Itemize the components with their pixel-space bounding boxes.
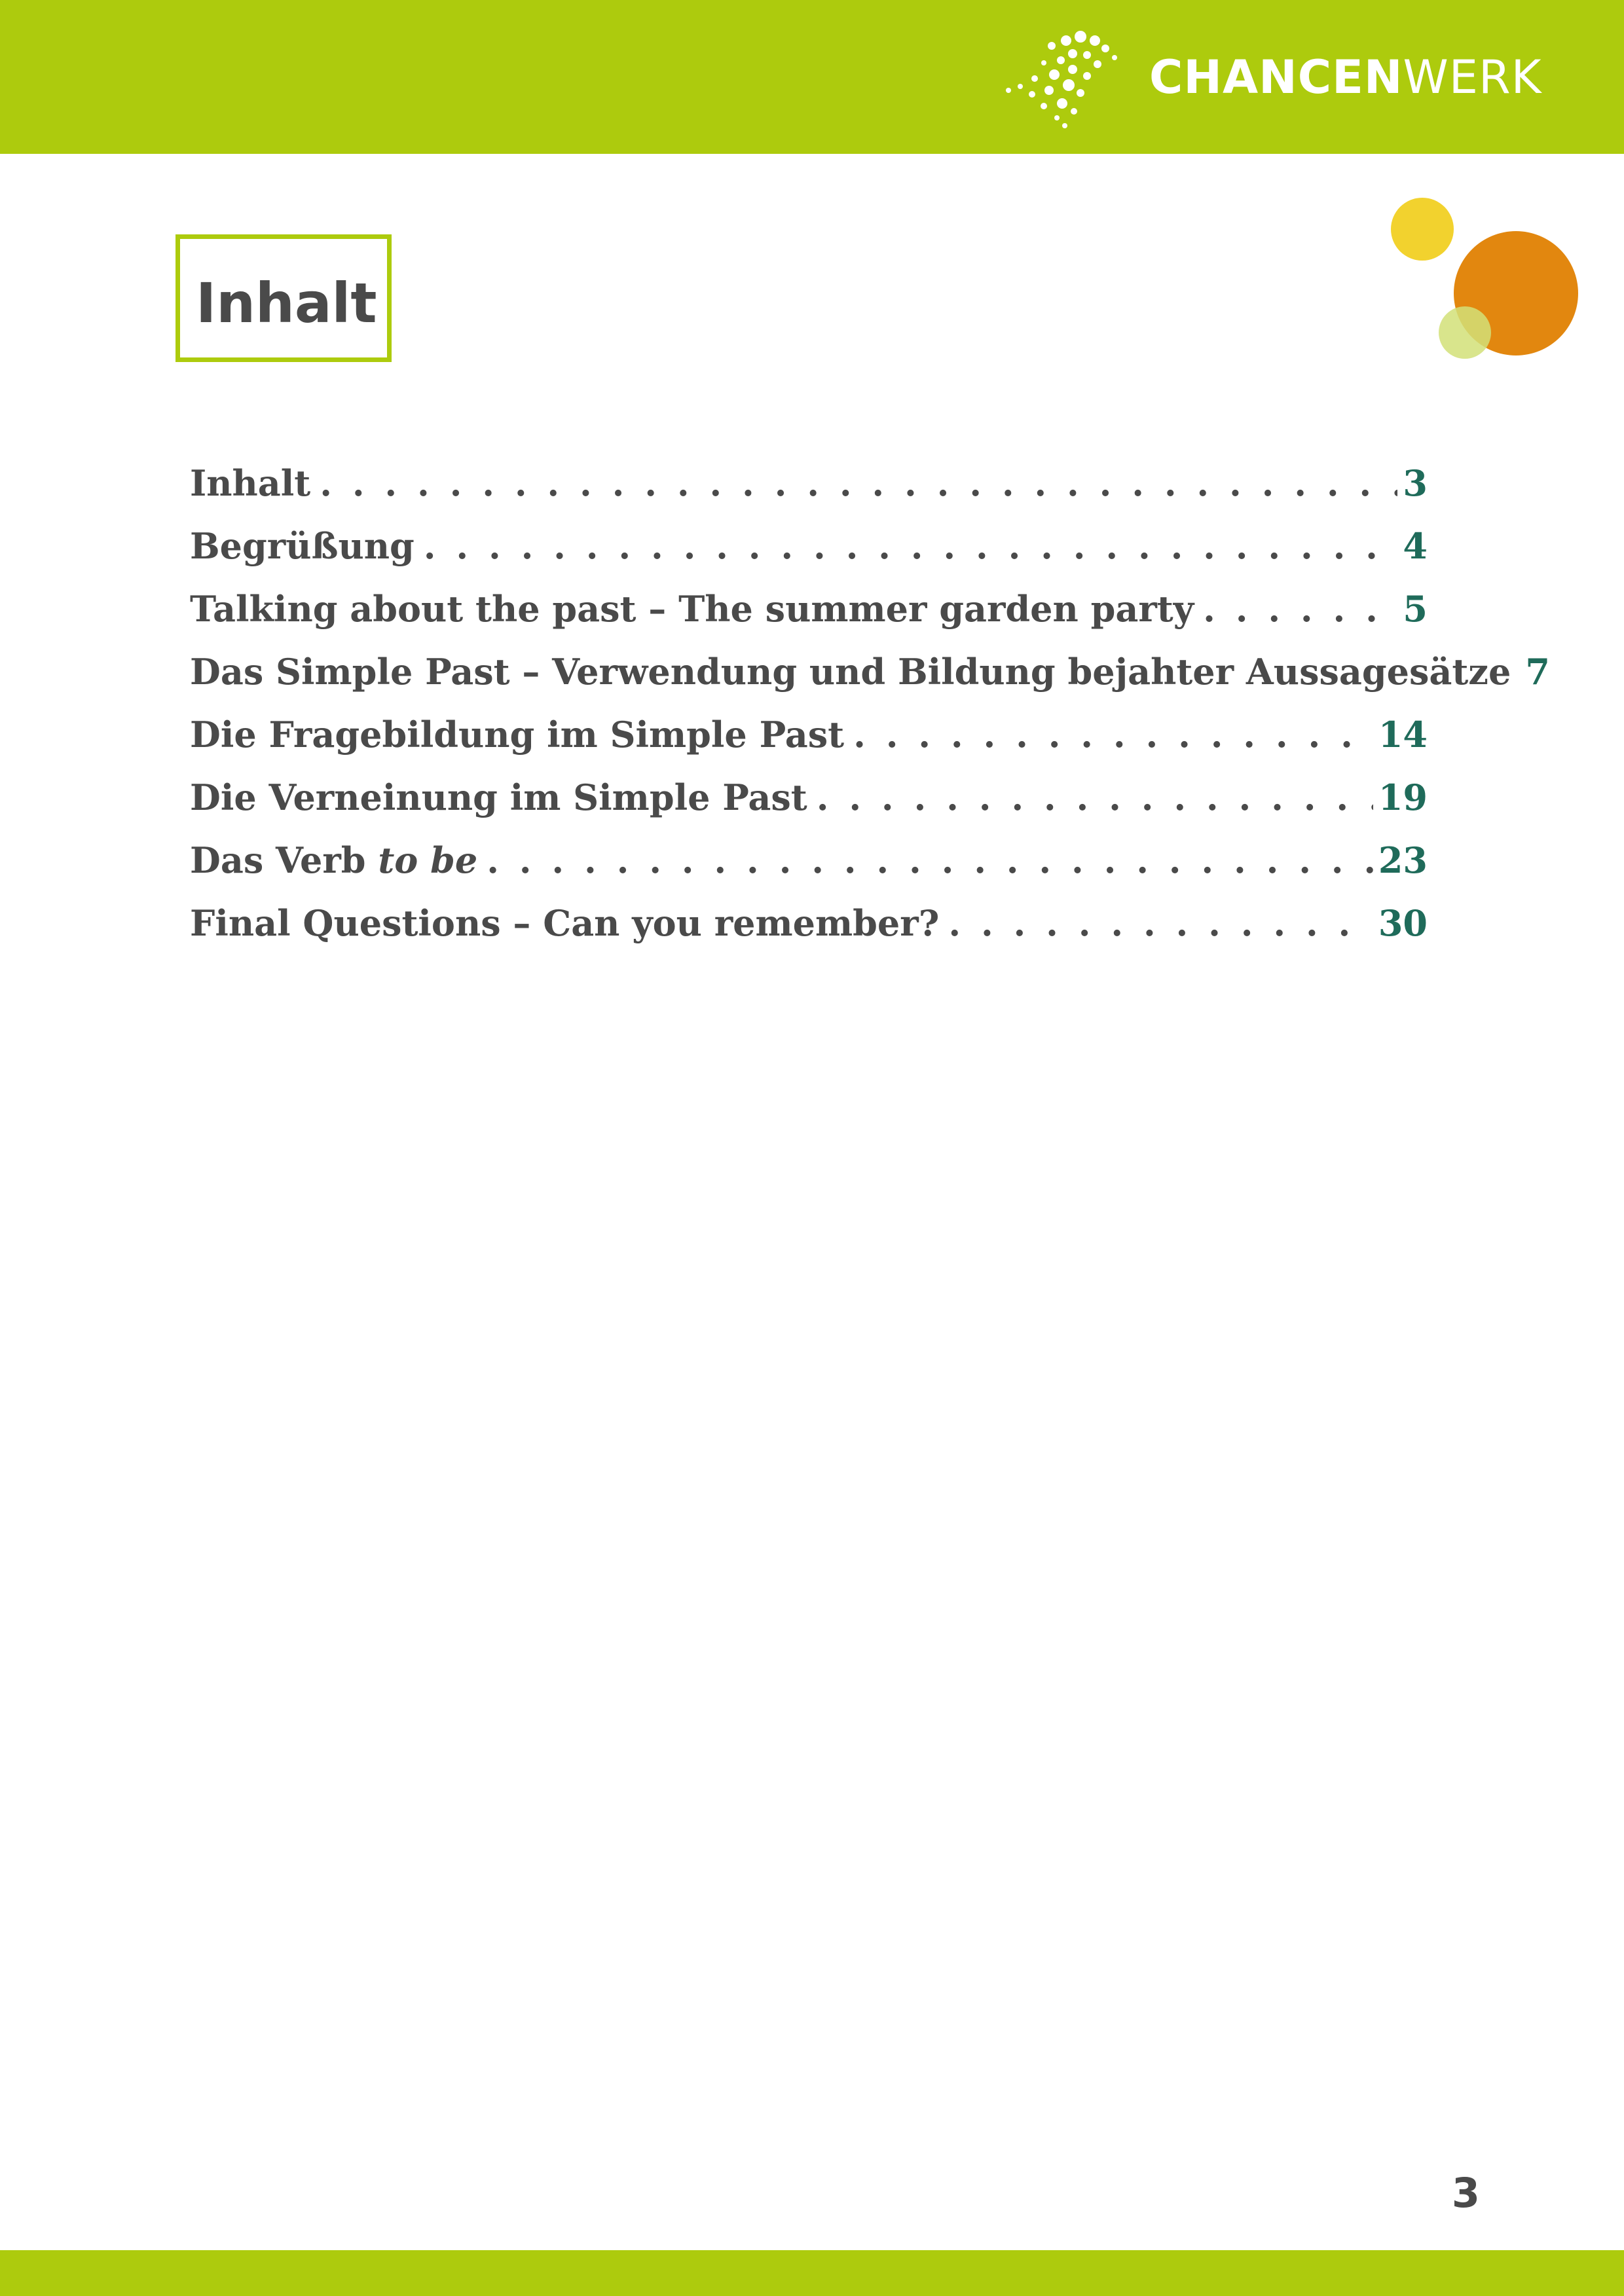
decorative-circles (1375, 190, 1585, 367)
toc-entry-title (190, 829, 477, 892)
brand-wordmark (1149, 51, 1541, 103)
logo-dots-icon (989, 26, 1126, 131)
toc-dot-leader (424, 515, 1398, 577)
brand-name-light: WERK (1403, 50, 1542, 104)
toc-dot-leader (320, 452, 1397, 515)
toc-dot-leader (817, 766, 1373, 829)
toc-entry[interactable] (190, 515, 1428, 577)
page-number: 3 (1451, 2169, 1480, 2217)
toc-entry-title-italic: to be (378, 839, 478, 881)
toc-entry-title-text: Die Verneinung im Simple Past (190, 776, 807, 818)
toc-dot-leader (1203, 577, 1397, 640)
toc-entry-page: 5 (1403, 588, 1428, 630)
toc-entry[interactable] (190, 577, 1428, 640)
toc-entry-title (190, 640, 1511, 703)
toc-entry-title (190, 452, 310, 515)
toc-entry[interactable] (190, 640, 1550, 703)
toc-entry-title (190, 703, 844, 766)
toc-dot-leader (853, 703, 1373, 766)
toc-entry-title-text: Die Fragebildung im Simple Past (190, 714, 845, 756)
title-box (175, 234, 392, 362)
toc-entry-title-text: Inhalt (190, 462, 311, 504)
toc-dot-leader (487, 829, 1373, 892)
toc-entry[interactable] (190, 829, 1428, 892)
toc-entry-page: 30 (1378, 902, 1428, 944)
toc-entry-page: 7 (1525, 651, 1550, 693)
toc-entry-title-text: Das Simple Past – Verwendung und Bildung bejahter Aussagesätze (190, 651, 1511, 693)
toc-entry-title-text: Talking about the past – The summer garden party (190, 588, 1194, 630)
toc-entry-page: 19 (1378, 776, 1428, 818)
deco-circle-yellow (1391, 198, 1454, 261)
toc-entry-title-text: Das Verb (190, 839, 378, 881)
toc-entry[interactable] (190, 452, 1428, 515)
toc-entry-page: 3 (1403, 462, 1428, 504)
footer-band (0, 2250, 1624, 2296)
toc-entry-title (190, 577, 1194, 640)
toc-entry-title-text: Final Questions – Can you remember? (190, 902, 940, 944)
chancenwerk-logo (989, 26, 1565, 131)
toc-entry-page: 23 (1378, 839, 1428, 881)
toc-entry[interactable] (190, 703, 1428, 766)
toc-entry[interactable] (190, 892, 1428, 955)
toc-entry-title-text: Begrüßung (190, 525, 415, 567)
header-band (0, 0, 1624, 154)
toc-dot-leader (948, 892, 1373, 955)
toc-entry[interactable] (190, 766, 1428, 829)
toc-entry-title (190, 766, 807, 829)
table-of-contents (190, 452, 1550, 955)
toc-entry-title (190, 892, 939, 955)
toc-entry-title (190, 515, 415, 577)
deco-circle-light-green (1439, 306, 1491, 359)
brand-name-strong: CHANCEN (1149, 50, 1403, 104)
page-title: Inhalt (196, 271, 377, 335)
toc-entry-page: 4 (1403, 525, 1428, 567)
toc-entry-page: 14 (1378, 714, 1428, 756)
